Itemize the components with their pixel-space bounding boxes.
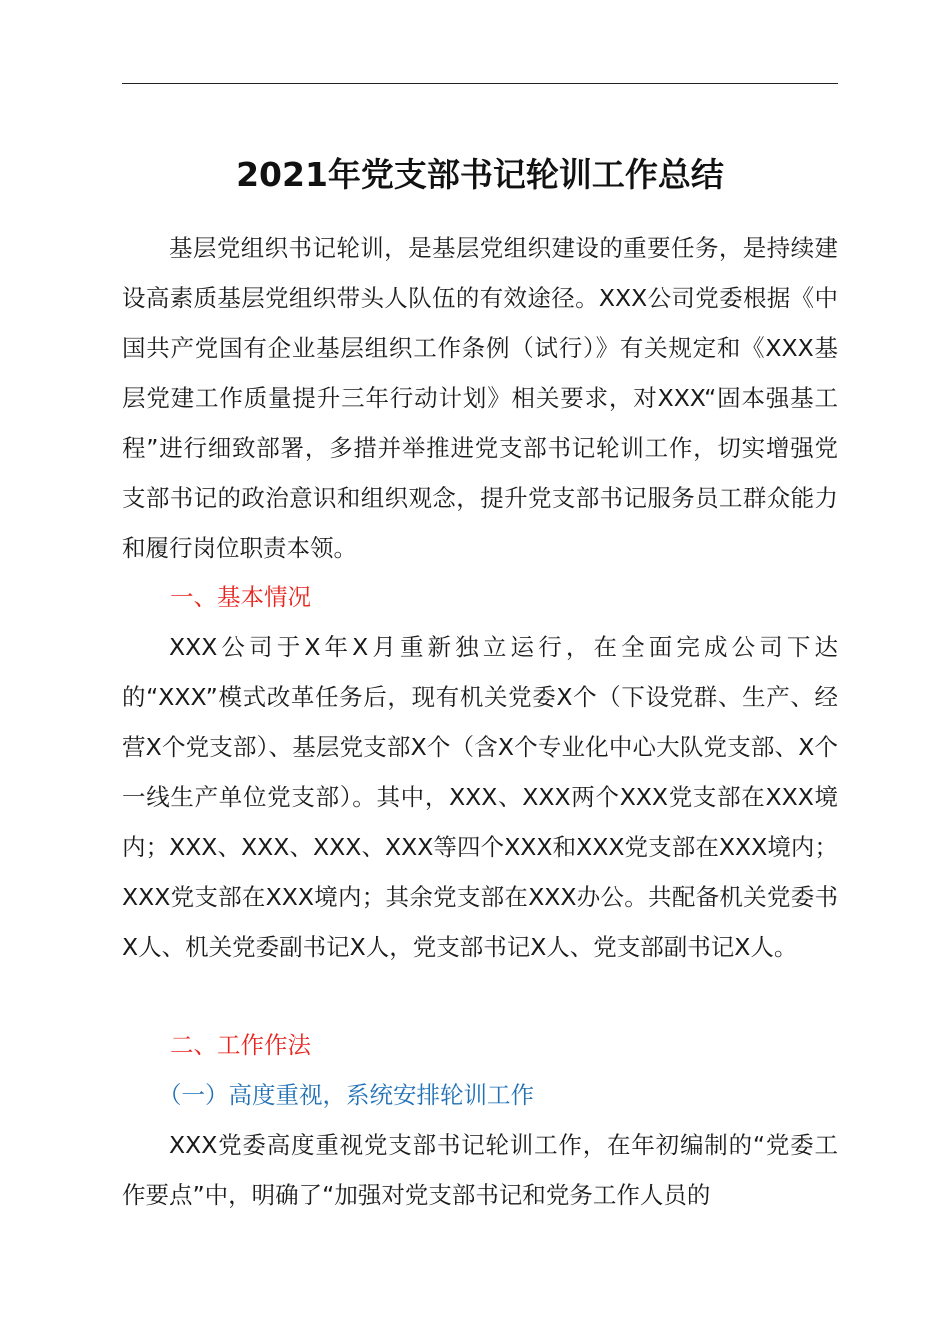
basic-situation-paragraph: XXX公司于X年X月重新独立运行，在全面完成公司下达的“XXX”模式改革任务后，现有机关党委X个（下设党群、生产、经营X个党支部）、基层党支部X个（含X个专业化中心大队党支部、X个一线生产单位党支部）。其中，XXX、XXX两个XXX党支部在XXX境内；XXX、XXX、XXX、XXX等四个XXX和XXX党支部在XXX境内；XXX党支部在XXX境内；其余党支部在XXX办公。共配备机关党委书X人、机关党委副书记X人，党支部书记X人、党支部副书记X人。 — [122, 633, 838, 961]
page-title: 2021年党支部书记轮训工作总结 — [236, 155, 724, 194]
section-heading-work-methods: 二、工作作法 — [170, 1031, 311, 1059]
section-heading-basic-situation: 一、基本情况 — [170, 583, 311, 611]
intro-paragraph: 基层党组织书记轮训，是基层党组织建设的重要任务，是持续建设高素质基层党组织带头人队伍的有效途径。XXX公司党委根据《中国共产党国有企业基层组织工作条例（试行）》有关规定和《XXX基层党建工作质量提升三年行动计划》相关要求，对XXX“固本强基工程”进行细致部署，多措并举推进党支部书记轮训工作，切实增强党支部书记的政治意识和组织观念，提升党支部书记服务员工群众能力和履行岗位职责本领。 — [122, 234, 838, 562]
header-rule — [122, 83, 838, 84]
high-attention-paragraph: XXX党委高度重视党支部书记轮训工作，在年初编制的“党委工作要点”中，明确了“加强对党支部书记和党务工作人员的 — [122, 1131, 838, 1209]
subsection-heading-high-attention: （一）高度重视，系统安排轮训工作 — [158, 1081, 534, 1109]
